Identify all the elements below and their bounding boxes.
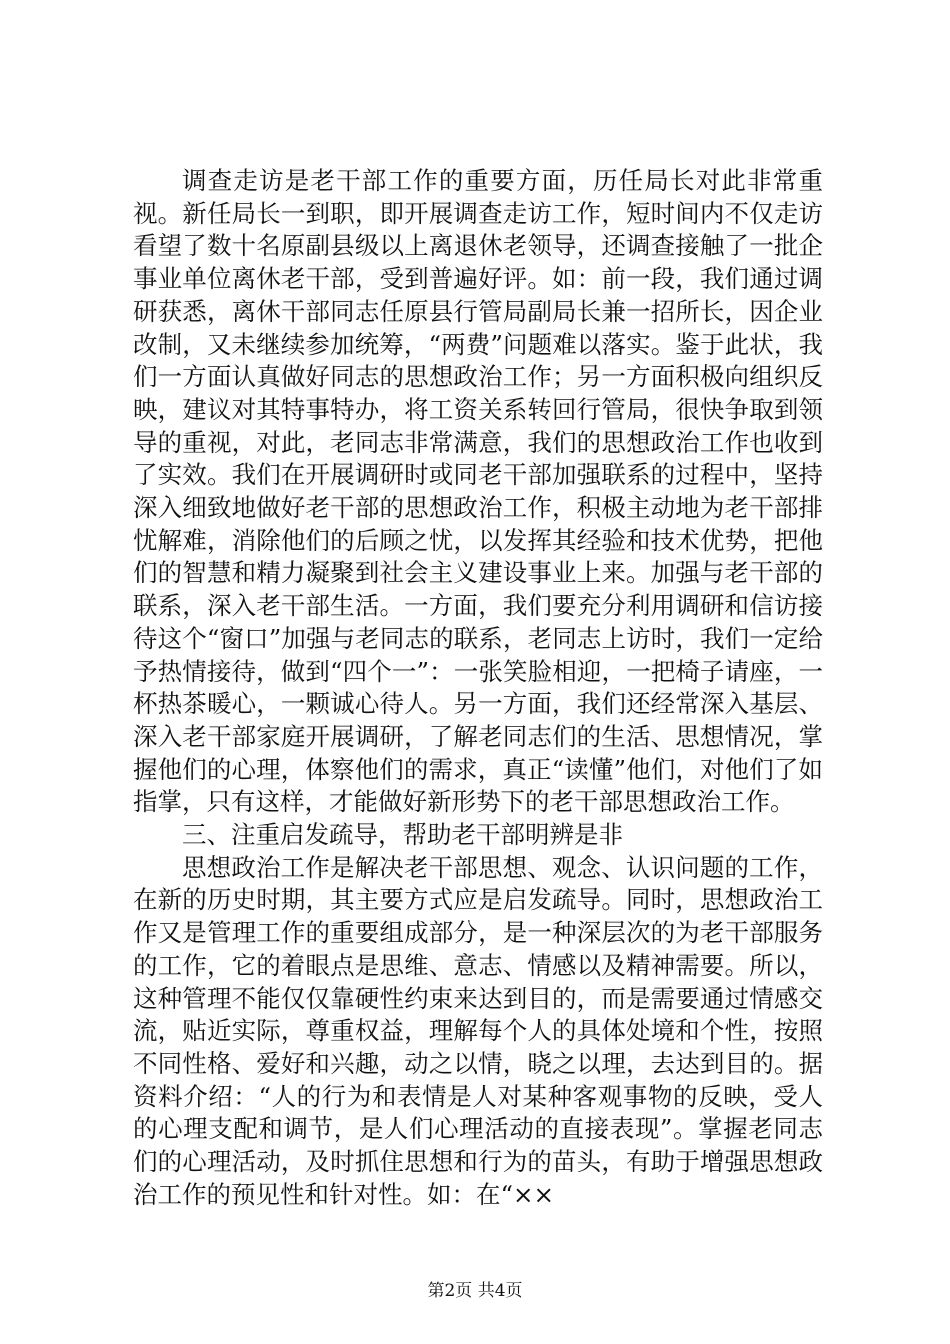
body-paragraph: 思想政治工作是解决老干部思想、观念、认识问题的工作，在新的历史时期，其主要方式应是启发疏导。同时，思想政治工作又是管理工作的重要组成部分，是一种深层次的为老干部服务的工作，它的着眼点是思维、意志、情感以及精神需要。所以，这种管理不能仅仅靠硬性约束来达到目的，而是需要通过情感交流，贴近实际，尊重权益，理解每个人的具体处境和个性，按照不同性格、爱好和兴趣，动之以情，晓之以理，去达到目的。据资料介绍：“人的行为和表情是人对某种客观事物的反映，受人的心理支配和调节，是人们心理活动的直接表现”。掌握老同志们的心理活动，及时抓住思想和行为的苗头，有助于增强思想政治工作的预见性和针对性。如：在“×× [133, 852, 823, 1209]
section-heading: 三、注重启发疏导，帮助老干部明辨是非 [182, 820, 623, 850]
document-body [133, 165, 823, 1212]
page-footer [0, 1280, 950, 1302]
body-paragraph: 调查走访是老干部工作的重要方面，历任局长对此非常重视。新任局长一到职，即开展调查走访工作，短时间内不仅走访看望了数十名原副县级以上离退休老领导，还调查接触了一批企事业单位离休老干部，受到普遍好评。如：前一段，我们通过调研获悉，离休干部同志任原县行管局副局长兼一招所长，因企业改制，又未继续参加统筹，“两费”问题难以落实。鉴于此状，我们一方面认真做好同志的思想政治工作；另一方面积极向组织反映，建议对其特事特办，将工资关系转回行管局，很快争取到领导的重视，对此，老同志非常满意，我们的思想政治工作也收到了实效。我们在开展调研时或同老干部加强联系的过程中，坚持深入细致地做好老干部的思想政治工作，积极主动地为老干部排忧解难，消除他们的后顾之忧，以发挥其经验和技术优势，把他们的智慧和精力凝聚到社会主义建设事业上来。加强与老干部的联系，深入老干部生活。一方面，我们要充分利用调研和信访接待这个“窗口”加强与老同志的联系，老同志上访时，我们一定给予热情接待，做到“四个一”：一张笑脸相迎，一把椅子请座，一杯热茶暖心，一颗诚心待人。另一方面，我们还经常深入基层、深入老干部家庭开展调研，了解老同志们的生活、思想情况，掌握他们的心理，体察他们的需求，真正“读懂”他们，对他们了如指掌，只有这样，才能做好新形势下的老干部思想政治工作。 [133, 166, 823, 817]
page-number: 第2页 共4页 [427, 1281, 523, 1301]
